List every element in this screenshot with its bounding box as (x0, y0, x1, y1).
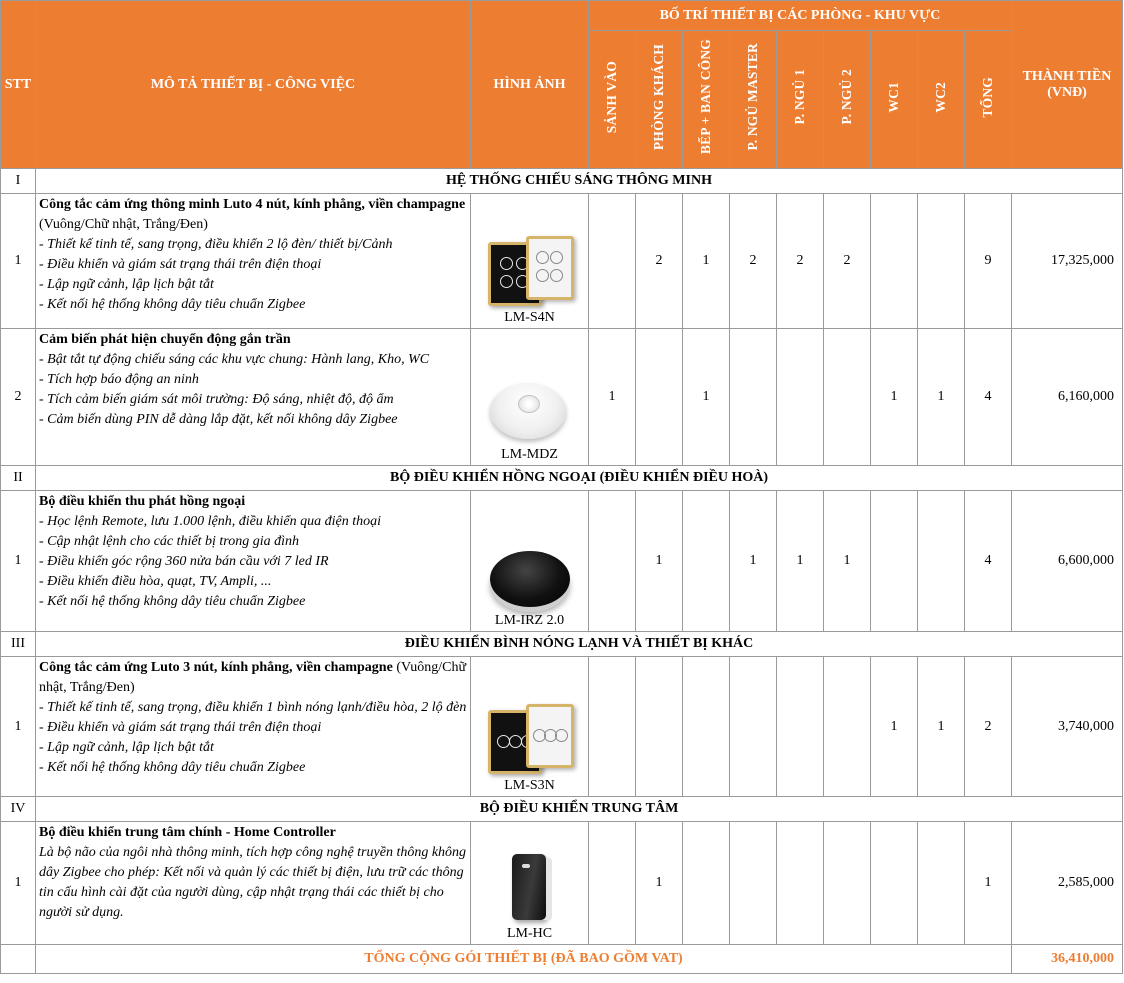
room-quantity (871, 194, 918, 329)
room-quantity (636, 657, 683, 797)
room-quantity (871, 822, 918, 945)
room-quantity: 4 (965, 329, 1012, 466)
item-feature: - Tích cảm biến giám sát môi trường: Độ sáng, nhiệt độ, độ ẩm (39, 392, 394, 407)
room-header-label: P. NGỦ MASTER (745, 43, 760, 151)
item-feature: - Lập ngữ cảnh, lập lịch bật tắt (39, 277, 214, 292)
item-feature: - Bật tắt tự động chiếu sáng các khu vực chung: Hành lang, Kho, WC (39, 352, 430, 367)
room-header-label: P. NGỦ 1 (792, 69, 807, 125)
touch-button-ring (536, 269, 549, 282)
item-row (1, 491, 1123, 632)
item-description (36, 194, 471, 329)
item-title-main: Cảm biến phát hiện chuyển động gắn trần (39, 332, 291, 347)
room-quantity: 1 (683, 194, 730, 329)
touch-button-ring (500, 257, 513, 270)
room-header (824, 31, 871, 169)
room-quantity (589, 491, 636, 632)
room-quantity (589, 822, 636, 945)
sensor-lens (518, 395, 540, 413)
item-amount: 2,585,000 (1012, 822, 1123, 945)
room-quantity: 1 (636, 491, 683, 632)
touch-button-ring (555, 729, 568, 742)
item-feature: - Thiết kế tinh tế, sang trọng, điều khiển 1 bình nóng lạnh/điều hòa, 2 lộ đèn (39, 700, 467, 715)
section-title: BỘ ĐIỀU KHIỂN TRUNG TÂM (36, 797, 1123, 822)
item-feature: - Kết nối hệ thống không dây tiêu chuẩn Zigbee (39, 297, 306, 312)
item-feature: Là bộ não của ngôi nhà thông minh, tích hợp công nghệ truyền thông không dây Zigbee cho phép: Kết nối và quản lý các thiết bị điện, lưu trữ các thông tin cấu hình cài đặt của người dùng, cập nhật trạng thái các thiết bị cho người sử dụng. (39, 845, 467, 920)
item-feature: - Kết nối hệ thống không dây tiêu chuẩn Zigbee (39, 594, 306, 609)
luto-3-button-switch-image (484, 704, 576, 778)
room-quantity: 1 (824, 491, 871, 632)
room-header (965, 31, 1012, 169)
item-amount: 17,325,000 (1012, 194, 1123, 329)
image-header: HÌNH ẢNH (471, 1, 589, 169)
room-quantity (871, 491, 918, 632)
section-title: ĐIỀU KHIỂN BÌNH NÓNG LẠNH VÀ THIẾT BỊ KHÁC (36, 632, 1123, 657)
ceiling-motion-sensor-image (484, 373, 576, 447)
room-header-label: TỔNG (980, 76, 995, 118)
room-quantity: 1 (730, 491, 777, 632)
total-amount: 36,410,000 (1012, 945, 1123, 974)
item-description (36, 491, 471, 632)
item-title-variant: (Vuông/Chữ nhật, Trắng/Đen) (39, 660, 467, 695)
room-quantity: 1 (918, 329, 965, 466)
item-title (39, 823, 467, 843)
room-quantity (824, 822, 871, 945)
item-description (36, 657, 471, 797)
room-header-label: SẢNH VÀO (604, 60, 619, 134)
item-stt: 1 (1, 657, 36, 797)
item-row (1, 194, 1123, 329)
sensor-body (490, 383, 566, 439)
table-body (1, 169, 1123, 974)
room-quantity (683, 491, 730, 632)
room-header (683, 31, 730, 169)
section-title: BỘ ĐIỀU KHIỂN HỒNG NGOẠI (ĐIỀU KHIỂN ĐIỀU HOÀ) (36, 466, 1123, 491)
item-stt: 2 (1, 329, 36, 466)
item-image-cell (471, 194, 589, 329)
room-quantity: 2 (636, 194, 683, 329)
item-description (36, 822, 471, 945)
ir-blaster-image (484, 539, 576, 613)
touch-button-ring (500, 275, 513, 288)
ir-blaster-body (490, 551, 570, 607)
item-title-main: Bộ điều khiển thu phát hồng ngoại (39, 494, 246, 509)
item-feature: - Điều khiển và giám sát trạng thái trên điện thoại (39, 720, 322, 735)
luto-4-button-switch-image (484, 236, 576, 310)
room-quantity: 2 (777, 194, 824, 329)
room-quantity: 1 (683, 329, 730, 466)
section-row (1, 632, 1123, 657)
room-header (730, 31, 777, 169)
home-controller-image (484, 852, 576, 926)
room-quantity: 1 (636, 822, 683, 945)
item-row (1, 657, 1123, 797)
table-header (1, 1, 1123, 169)
room-quantity: 2 (730, 194, 777, 329)
room-header-label: WC2 (933, 81, 948, 113)
room-header-label: WC1 (886, 81, 901, 113)
stt-header: STT (1, 1, 36, 169)
home-controller-body (512, 854, 546, 920)
item-amount: 6,600,000 (1012, 491, 1123, 632)
item-stt: 1 (1, 491, 36, 632)
room-header (589, 31, 636, 169)
room-header (871, 31, 918, 169)
room-quantity (589, 194, 636, 329)
amount-header (1012, 1, 1123, 169)
total-row (1, 945, 1123, 974)
item-amount: 3,740,000 (1012, 657, 1123, 797)
item-feature: - Điều khiển điều hòa, quạt, TV, Ampli, ... (39, 574, 272, 589)
room-header (636, 31, 683, 169)
room-quantity (730, 657, 777, 797)
touch-button-ring (550, 269, 563, 282)
room-quantity (777, 657, 824, 797)
room-quantity (683, 822, 730, 945)
item-stt: 1 (1, 822, 36, 945)
section-number: II (1, 466, 36, 491)
room-quantity (777, 822, 824, 945)
room-quantity (730, 822, 777, 945)
item-feature: - Thiết kế tinh tế, sang trọng, điều khiển 2 lộ đèn/ thiết bị/Cảnh (39, 237, 393, 252)
controller-led (522, 864, 530, 868)
section-row (1, 169, 1123, 194)
item-feature: - Kết nối hệ thống không dây tiêu chuẩn Zigbee (39, 760, 306, 775)
room-quantity: 1 (589, 329, 636, 466)
section-row (1, 466, 1123, 491)
room-quantity: 9 (965, 194, 1012, 329)
item-feature: - Điều khiển góc rộng 360 nửa bán cầu với 7 led IR (39, 554, 329, 569)
section-row (1, 797, 1123, 822)
item-feature: - Học lệnh Remote, lưu 1.000 lệnh, điều khiển qua điện thoại (39, 514, 382, 529)
room-quantity (777, 329, 824, 466)
item-feature: - Điều khiển và giám sát trạng thái trên điện thoại (39, 257, 322, 272)
room-header (918, 31, 965, 169)
room-quantity (824, 329, 871, 466)
room-quantity (589, 657, 636, 797)
item-description (36, 329, 471, 466)
item-title (39, 658, 467, 698)
item-image-cell (471, 657, 589, 797)
item-model-code: LM-MDZ (501, 447, 558, 462)
item-row (1, 329, 1123, 466)
touch-button-ring (550, 251, 563, 264)
item-feature: - Cảm biến dùng PIN dễ dàng lắp đặt, kết nối không dây Zigbee (39, 412, 398, 427)
room-quantity: 1 (918, 657, 965, 797)
room-quantity: 2 (965, 657, 1012, 797)
rooms-group-header: BỐ TRÍ THIẾT BỊ CÁC PHÒNG - KHU VỰC (589, 1, 1012, 31)
item-title-variant: (Vuông/Chữ nhật, Trắng/Đen) (39, 217, 208, 232)
room-header-label: P. NGỦ 2 (839, 69, 854, 125)
section-title: HỆ THỐNG CHIẾU SÁNG THÔNG MINH (36, 169, 1123, 194)
item-title-main: Công tắc cảm ứng Luto 3 nút, kính phẳng, viền champagne (39, 660, 393, 675)
room-quantity (636, 329, 683, 466)
room-quantity (918, 491, 965, 632)
section-number: I (1, 169, 36, 194)
total-blank (1, 945, 36, 974)
touch-button-ring (497, 735, 510, 748)
item-image-cell (471, 491, 589, 632)
item-model-code: LM-HC (506, 926, 553, 941)
description-header: MÔ TẢ THIẾT BỊ - CÔNG VIỆC (36, 1, 471, 169)
amount-header-line1: THÀNH TIỀN (1022, 68, 1112, 84)
item-title-main: Công tắc cảm ứng thông minh Luto 4 nút, kính phẳng, viền champagne (39, 197, 466, 212)
room-quantity (918, 194, 965, 329)
room-header (777, 31, 824, 169)
total-label: TỔNG CỘNG GÓI THIẾT BỊ (ĐÃ BAO GỒM VAT) (36, 945, 1012, 974)
item-feature: - Cập nhật lệnh cho các thiết bị trong gia đình (39, 534, 300, 549)
item-title-main: Bộ điều khiển trung tâm chính - Home Controller (39, 825, 336, 840)
item-title (39, 195, 467, 235)
room-quantity: 1 (871, 657, 918, 797)
room-quantity: 1 (777, 491, 824, 632)
item-model-code: LM-S4N (504, 310, 555, 325)
room-quantity (918, 822, 965, 945)
touch-button-ring (509, 735, 522, 748)
room-quantity: 1 (965, 822, 1012, 945)
room-quantity (683, 657, 730, 797)
item-feature: - Lập ngữ cảnh, lập lịch bật tắt (39, 740, 214, 755)
item-title (39, 492, 467, 512)
item-image-cell (471, 329, 589, 466)
switch-white-panel (526, 236, 574, 300)
item-row (1, 822, 1123, 945)
item-model-code: LM-IRZ 2.0 (494, 613, 565, 628)
item-image-cell (471, 822, 589, 945)
amount-header-line2: (VNĐ) (1047, 84, 1087, 100)
room-quantity (730, 329, 777, 466)
section-number: IV (1, 797, 36, 822)
switch-white-panel (526, 704, 574, 768)
item-model-code: LM-S3N (504, 778, 555, 793)
room-header-label: PHÒNG KHÁCH (651, 43, 666, 151)
item-amount: 6,160,000 (1012, 329, 1123, 466)
touch-button-ring (536, 251, 549, 264)
room-quantity: 2 (824, 194, 871, 329)
section-number: III (1, 632, 36, 657)
room-header-label: BẾP + BAN CÔNG (698, 39, 713, 155)
room-quantity: 4 (965, 491, 1012, 632)
item-title (39, 330, 467, 350)
item-stt: 1 (1, 194, 36, 329)
room-quantity: 1 (871, 329, 918, 466)
item-feature: - Tích hợp báo động an ninh (39, 372, 199, 387)
room-quantity (824, 657, 871, 797)
